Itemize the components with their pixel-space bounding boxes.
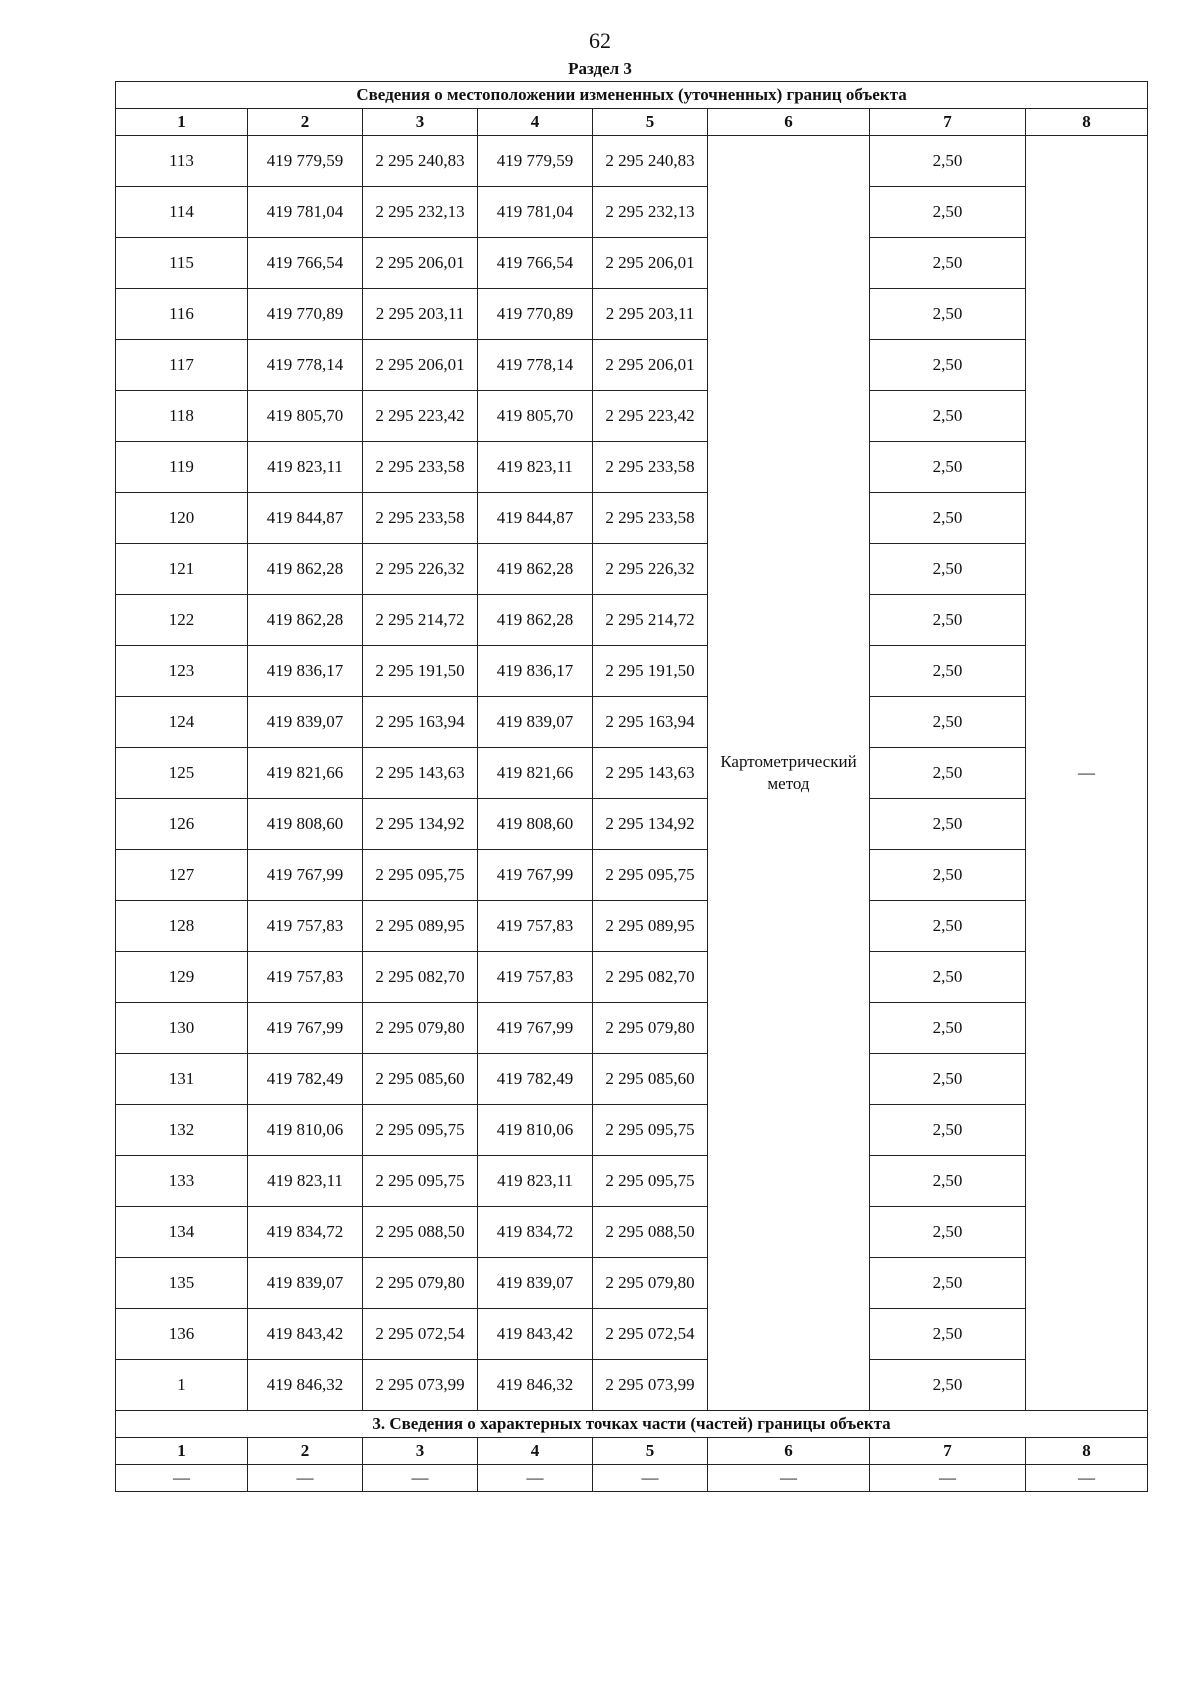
cell-x2: 419 808,60	[478, 799, 593, 850]
cell-x1: 419 805,70	[248, 391, 363, 442]
cell-x1: 419 823,11	[248, 442, 363, 493]
empty-cell: —	[116, 1465, 248, 1492]
empty-cell: —	[478, 1465, 593, 1492]
cell-y2: 2 295 073,99	[593, 1360, 708, 1411]
cell-x1: 419 779,59	[248, 136, 363, 187]
cell-y1: 2 295 203,11	[363, 289, 478, 340]
column-header: 6	[708, 109, 870, 136]
cell-x1: 419 843,42	[248, 1309, 363, 1360]
cell-x1: 419 836,17	[248, 646, 363, 697]
column-header: 7	[870, 109, 1026, 136]
cell-y2: 2 295 095,75	[593, 1156, 708, 1207]
cell-y1: 2 295 134,92	[363, 799, 478, 850]
cell-n: 131	[116, 1054, 248, 1105]
cell-n: 121	[116, 544, 248, 595]
table-row	[116, 187, 1148, 238]
cell-err: 2,50	[870, 238, 1026, 289]
cell-x1: 419 778,14	[248, 340, 363, 391]
header-row	[116, 1438, 1148, 1465]
cell-x2: 419 862,28	[478, 595, 593, 646]
table-row	[116, 1156, 1148, 1207]
cell-n: 130	[116, 1003, 248, 1054]
column-header: 1	[116, 109, 248, 136]
cell-y2: 2 295 206,01	[593, 340, 708, 391]
table-row	[116, 1105, 1148, 1156]
cell-y1: 2 295 095,75	[363, 1156, 478, 1207]
cell-y1: 2 295 095,75	[363, 1105, 478, 1156]
cell-x2: 419 821,66	[478, 748, 593, 799]
cell-x1: 419 808,60	[248, 799, 363, 850]
cell-x1: 419 839,07	[248, 1258, 363, 1309]
cell-n: 127	[116, 850, 248, 901]
cell-err: 2,50	[870, 901, 1026, 952]
cell-x2: 419 770,89	[478, 289, 593, 340]
empty-cell: —	[870, 1465, 1026, 1492]
cell-err: 2,50	[870, 340, 1026, 391]
cell-x2: 419 839,07	[478, 1258, 593, 1309]
cell-y2: 2 295 079,80	[593, 1003, 708, 1054]
table-row	[116, 1309, 1148, 1360]
cell-x2: 419 839,07	[478, 697, 593, 748]
cell-y2: 2 295 240,83	[593, 136, 708, 187]
cell-err: 2,50	[870, 442, 1026, 493]
cell-y1: 2 295 073,99	[363, 1360, 478, 1411]
cell-y2: 2 295 079,80	[593, 1258, 708, 1309]
cell-y1: 2 295 206,01	[363, 340, 478, 391]
table-caption: Сведения о местоположении измененных (уточненных) границ объекта	[116, 82, 1148, 109]
cell-err: 2,50	[870, 697, 1026, 748]
table-row	[116, 1258, 1148, 1309]
cell-err: 2,50	[870, 493, 1026, 544]
cell-y1: 2 295 079,80	[363, 1003, 478, 1054]
cell-err: 2,50	[870, 187, 1026, 238]
cell-y2: 2 295 203,11	[593, 289, 708, 340]
cell-n: 125	[116, 748, 248, 799]
table-row	[116, 1207, 1148, 1258]
note-cell: —	[1026, 136, 1148, 1411]
cell-x1: 419 844,87	[248, 493, 363, 544]
cell-y2: 2 295 163,94	[593, 697, 708, 748]
cell-y2: 2 295 095,75	[593, 850, 708, 901]
cell-y2: 2 295 232,13	[593, 187, 708, 238]
cell-y2: 2 295 233,58	[593, 493, 708, 544]
column-header: 2	[248, 109, 363, 136]
cell-n: 126	[116, 799, 248, 850]
boundary-table	[115, 81, 1148, 1492]
cell-x1: 419 862,28	[248, 595, 363, 646]
cell-n: 123	[116, 646, 248, 697]
column-header: 3	[363, 1438, 478, 1465]
cell-err: 2,50	[870, 1054, 1026, 1105]
cell-y1: 2 295 088,50	[363, 1207, 478, 1258]
cell-x2: 419 805,70	[478, 391, 593, 442]
cell-n: 136	[116, 1309, 248, 1360]
table-row	[116, 799, 1148, 850]
cell-y1: 2 295 223,42	[363, 391, 478, 442]
cell-x2: 419 810,06	[478, 1105, 593, 1156]
cell-x1: 419 821,66	[248, 748, 363, 799]
column-header: 4	[478, 109, 593, 136]
cell-y1: 2 295 085,60	[363, 1054, 478, 1105]
column-header: 7	[870, 1438, 1026, 1465]
cell-err: 2,50	[870, 136, 1026, 187]
cell-n: 124	[116, 697, 248, 748]
empty-cell: —	[248, 1465, 363, 1492]
cell-x2: 419 778,14	[478, 340, 593, 391]
cell-n: 122	[116, 595, 248, 646]
cell-y1: 2 295 095,75	[363, 850, 478, 901]
cell-y2: 2 295 095,75	[593, 1105, 708, 1156]
column-header: 5	[593, 1438, 708, 1465]
cell-y1: 2 295 089,95	[363, 901, 478, 952]
table-row	[116, 238, 1148, 289]
cell-n: 134	[116, 1207, 248, 1258]
cell-x2: 419 767,99	[478, 1003, 593, 1054]
cell-err: 2,50	[870, 289, 1026, 340]
cell-y2: 2 295 085,60	[593, 1054, 708, 1105]
empty-cell: —	[593, 1465, 708, 1492]
cell-n: 113	[116, 136, 248, 187]
column-header: 1	[116, 1438, 248, 1465]
cell-y2: 2 295 134,92	[593, 799, 708, 850]
cell-x1: 419 757,83	[248, 952, 363, 1003]
cell-x1: 419 767,99	[248, 1003, 363, 1054]
column-header: 8	[1026, 109, 1148, 136]
points-table-body	[116, 136, 1148, 1411]
cell-err: 2,50	[870, 1360, 1026, 1411]
cell-y2: 2 295 082,70	[593, 952, 708, 1003]
cell-x1: 419 766,54	[248, 238, 363, 289]
subsection-caption: 3. Сведения о характерных точках части (частей) границы объекта	[116, 1411, 1148, 1438]
cell-x2: 419 836,17	[478, 646, 593, 697]
method-cell: Картометрический метод	[708, 136, 870, 1411]
cell-err: 2,50	[870, 1258, 1026, 1309]
cell-x2: 419 834,72	[478, 1207, 593, 1258]
cell-x2: 419 843,42	[478, 1309, 593, 1360]
cell-x1: 419 767,99	[248, 850, 363, 901]
table-row	[116, 952, 1148, 1003]
cell-y1: 2 295 206,01	[363, 238, 478, 289]
cell-n: 133	[116, 1156, 248, 1207]
cell-y1: 2 295 082,70	[363, 952, 478, 1003]
cell-y2: 2 295 223,42	[593, 391, 708, 442]
table-row	[116, 595, 1148, 646]
cell-n: 114	[116, 187, 248, 238]
cell-y2: 2 295 191,50	[593, 646, 708, 697]
cell-n: 116	[116, 289, 248, 340]
table-row	[116, 544, 1148, 595]
cell-y1: 2 295 233,58	[363, 442, 478, 493]
cell-y2: 2 295 089,95	[593, 901, 708, 952]
cell-n: 1	[116, 1360, 248, 1411]
cell-err: 2,50	[870, 1105, 1026, 1156]
cell-x1: 419 823,11	[248, 1156, 363, 1207]
empty-cell: —	[708, 1465, 870, 1492]
cell-x1: 419 862,28	[248, 544, 363, 595]
cell-x2: 419 766,54	[478, 238, 593, 289]
column-header: 4	[478, 1438, 593, 1465]
table-row	[116, 901, 1148, 952]
boundary-table-container	[115, 81, 1147, 1492]
cell-x2: 419 757,83	[478, 952, 593, 1003]
table-row	[116, 136, 1148, 187]
cell-y1: 2 295 163,94	[363, 697, 478, 748]
cell-x1: 419 781,04	[248, 187, 363, 238]
cell-err: 2,50	[870, 952, 1026, 1003]
cell-err: 2,50	[870, 595, 1026, 646]
cell-err: 2,50	[870, 544, 1026, 595]
cell-y2: 2 295 226,32	[593, 544, 708, 595]
table-row	[116, 697, 1148, 748]
cell-x1: 419 834,72	[248, 1207, 363, 1258]
cell-x2: 419 823,11	[478, 442, 593, 493]
cell-y2: 2 295 072,54	[593, 1309, 708, 1360]
cell-n: 128	[116, 901, 248, 952]
cell-n: 118	[116, 391, 248, 442]
cell-x1: 419 782,49	[248, 1054, 363, 1105]
cell-y2: 2 295 214,72	[593, 595, 708, 646]
table-row	[116, 340, 1148, 391]
cell-x1: 419 846,32	[248, 1360, 363, 1411]
cell-err: 2,50	[870, 1309, 1026, 1360]
cell-x2: 419 757,83	[478, 901, 593, 952]
cell-x1: 419 770,89	[248, 289, 363, 340]
column-header: 6	[708, 1438, 870, 1465]
cell-n: 115	[116, 238, 248, 289]
table-row	[116, 646, 1148, 697]
cell-x2: 419 767,99	[478, 850, 593, 901]
cell-y1: 2 295 191,50	[363, 646, 478, 697]
cell-x2: 419 779,59	[478, 136, 593, 187]
column-header: 3	[363, 109, 478, 136]
cell-y1: 2 295 214,72	[363, 595, 478, 646]
cell-y1: 2 295 240,83	[363, 136, 478, 187]
table-row	[116, 493, 1148, 544]
cell-y1: 2 295 143,63	[363, 748, 478, 799]
table-row	[116, 289, 1148, 340]
cell-y1: 2 295 079,80	[363, 1258, 478, 1309]
table-row	[116, 748, 1148, 799]
cell-x2: 419 823,11	[478, 1156, 593, 1207]
cell-y2: 2 295 206,01	[593, 238, 708, 289]
cell-x2: 419 782,49	[478, 1054, 593, 1105]
cell-y2: 2 295 233,58	[593, 442, 708, 493]
cell-x2: 419 781,04	[478, 187, 593, 238]
table-row	[116, 1054, 1148, 1105]
column-header: 5	[593, 109, 708, 136]
cell-err: 2,50	[870, 1003, 1026, 1054]
cell-err: 2,50	[870, 748, 1026, 799]
table-row	[116, 391, 1148, 442]
cell-x2: 419 844,87	[478, 493, 593, 544]
cell-err: 2,50	[870, 391, 1026, 442]
cell-y2: 2 295 088,50	[593, 1207, 708, 1258]
cell-x1: 419 757,83	[248, 901, 363, 952]
column-header: 2	[248, 1438, 363, 1465]
cell-err: 2,50	[870, 1207, 1026, 1258]
table-row	[116, 1003, 1148, 1054]
cell-n: 132	[116, 1105, 248, 1156]
empty-row	[116, 1465, 1148, 1492]
table-row	[116, 850, 1148, 901]
table-row	[116, 1360, 1148, 1411]
cell-x2: 419 862,28	[478, 544, 593, 595]
cell-y1: 2 295 072,54	[363, 1309, 478, 1360]
page-number: 62	[589, 28, 611, 53]
cell-n: 117	[116, 340, 248, 391]
cell-err: 2,50	[870, 850, 1026, 901]
cell-n: 135	[116, 1258, 248, 1309]
cell-y1: 2 295 232,13	[363, 187, 478, 238]
header-row	[116, 109, 1148, 136]
column-header: 8	[1026, 1438, 1148, 1465]
cell-err: 2,50	[870, 646, 1026, 697]
cell-y1: 2 295 233,58	[363, 493, 478, 544]
cell-y2: 2 295 143,63	[593, 748, 708, 799]
empty-cell: —	[1026, 1465, 1148, 1492]
cell-x2: 419 846,32	[478, 1360, 593, 1411]
cell-err: 2,50	[870, 1156, 1026, 1207]
cell-n: 120	[116, 493, 248, 544]
cell-n: 129	[116, 952, 248, 1003]
cell-err: 2,50	[870, 799, 1026, 850]
cell-x1: 419 839,07	[248, 697, 363, 748]
empty-cell: —	[363, 1465, 478, 1492]
cell-n: 119	[116, 442, 248, 493]
cell-x1: 419 810,06	[248, 1105, 363, 1156]
table-row	[116, 442, 1148, 493]
section-title: Раздел 3	[568, 59, 632, 78]
cell-y1: 2 295 226,32	[363, 544, 478, 595]
